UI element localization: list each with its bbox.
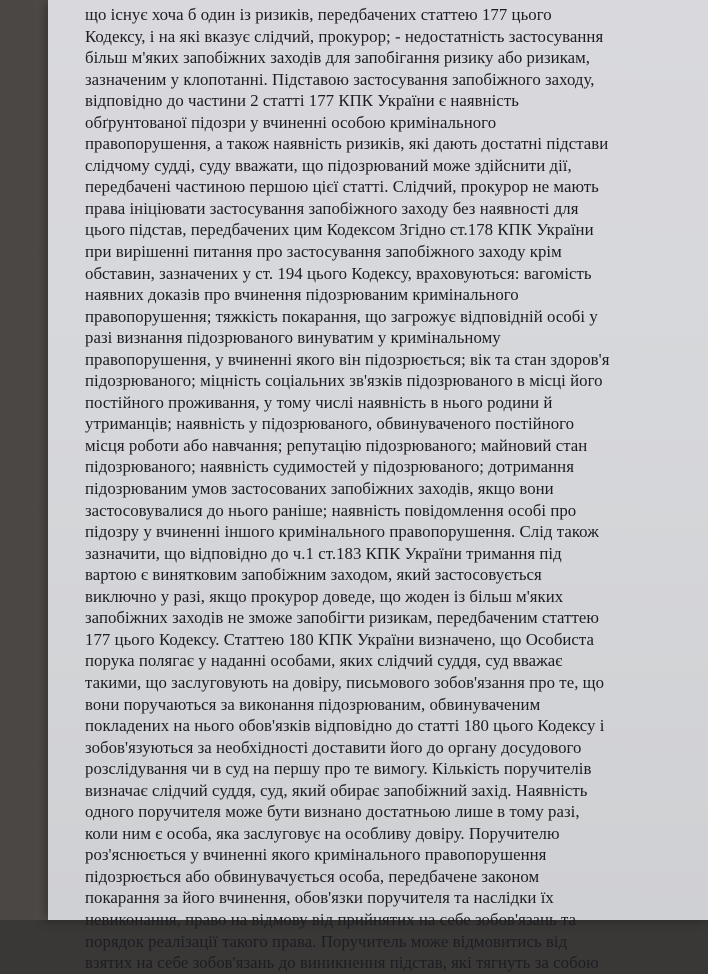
- text-line: виключно у разі, якщо прокурор доведе, що жоден із більш м'яких: [85, 586, 564, 606]
- text-line: більш м'яких запобіжних заходів для запобігання ризику або ризикам,: [85, 48, 591, 68]
- text-line: при вирішенні питання про застосування запобіжного заходу крім: [85, 242, 562, 262]
- text-line: підозру у вчиненні іншого кримінального правопорушення. Слід також: [85, 522, 599, 542]
- text-line: покарання за його вчинення, обов'язки поручителя та наслідки їх: [85, 888, 554, 908]
- text-line: підозрюється або обвинувачується особа, передбачене законом: [85, 866, 540, 886]
- text-line: зобов'язуються за необхідності доставити його до органу досудового: [85, 737, 582, 757]
- text-line: одного поручителя може бути визнано достатньою лише в тому разі,: [85, 802, 580, 822]
- text-line: вартою є винятковим запобіжним заходом, який застосовується: [85, 565, 542, 585]
- text-line: утриманців; наявність у підозрюваного, обвинуваченого постійного: [85, 414, 575, 434]
- text-line: покладених на нього обов'язків відповідно до статті 180 цього Кодексу і: [85, 716, 605, 736]
- text-line: підозрюваного; міцність соціальних зв'язків підозрюваного в місці його: [85, 371, 603, 391]
- text-line: 177 цього Кодексу. Статтею 180 КПК України визначено, що Особиста: [85, 629, 595, 649]
- text-line: слідчому судді, суду вважати, що підозрюваний може здійснити дії,: [85, 155, 572, 175]
- text-line: підозрюваним умов застосованих запобіжних заходів, якщо вони: [85, 479, 554, 499]
- text-line: взятих на себе зобов'язань до виникнення підстав, які тягнуть за собою: [85, 953, 599, 973]
- text-line: порядок реалізації такого права. Поручитель може відмовитись від: [85, 931, 568, 951]
- text-line: застосовувалися до нього раніше; наявність повідомлення особі про: [85, 500, 577, 520]
- text-line: порука полягає у наданні особами, яких слідчий суддя, суд вважає: [85, 651, 563, 671]
- text-line: правопорушення; тяжкість покарання, що загрожує відповідній особі у: [85, 306, 598, 326]
- text-line: правопорушення, а також наявність ризиків, які дають достатні підстави: [85, 134, 609, 154]
- text-line: роз'яснюється у вчиненні якого кримінального правопорушення: [85, 845, 547, 865]
- text-line: підозрюваного; наявність судимостей у підозрюваного; дотримання: [85, 457, 574, 477]
- text-line: коли ним є особа, яка заслуговує на особливу довіру. Поручителю: [85, 823, 560, 843]
- text-line: відповідно до частини 2 статті 177 КПК України є наявність: [85, 91, 519, 111]
- text-line: такими, що заслуговують на довіру, письмового зобов'язання про те, що: [85, 672, 605, 692]
- text-line: права ініціювати застосування запобіжного заходу без наявності для: [85, 198, 579, 218]
- text-line: зазначити, що відповідно до ч.1 ст.183 КПК України тримання під: [85, 543, 562, 563]
- text-line: передбачені частиною першою цієї статті. Слідчий, прокурор не мають: [85, 177, 599, 197]
- text-line: невиконання, право на відмову від прийнятих на себе зобов'язань та: [85, 909, 577, 929]
- text-line: Кодексу, і на які вказує слідчий, прокурор; - недостатність застосування: [85, 26, 604, 46]
- text-line: розслідування чи в суд на першу про те вимогу. Кількість поручителів: [85, 759, 592, 779]
- text-line: постійного проживання, у тому числі наявність в нього родини й: [85, 392, 553, 412]
- text-line: разі визнання підозрюваного винуватим у кримінальному: [85, 328, 501, 348]
- text-line: місця роботи або навчання; репутацію підозрюваного; майновий стан: [85, 435, 588, 455]
- text-line: зазначеним у клопотанні. Підставою застосування запобіжного заходу,: [85, 69, 595, 89]
- text-line: правопорушення, у вчиненні якого він підозрюється; вік та стан здоров'я: [85, 349, 610, 369]
- document-text: [85, 4, 645, 974]
- text-line: вони поручаються за виконання підозрюваним, обвинуваченим: [85, 694, 541, 714]
- text-line: що існує хоча б один із ризиків, передбачених статтею 177 цього: [85, 5, 552, 24]
- text-line: цього підстав, передбачених цим Кодексом Згідно ст.178 КПК України: [85, 220, 594, 240]
- text-line: обґрунтованої підозри у вчиненні особою кримінального: [85, 112, 497, 132]
- text-line: обставин, зазначених у ст. 194 цього Кодексу, враховуються: вагомість: [85, 263, 592, 283]
- text-line: наявних доказів про вчинення підозрюваним кримінального: [85, 285, 519, 305]
- text-line: визначає слідчий суддя, суд, який обирає запобіжний захід. Наявність: [85, 780, 588, 800]
- text-line: запобіжних заходів не зможе запобігти ризикам, передбаченим статтею: [85, 608, 599, 628]
